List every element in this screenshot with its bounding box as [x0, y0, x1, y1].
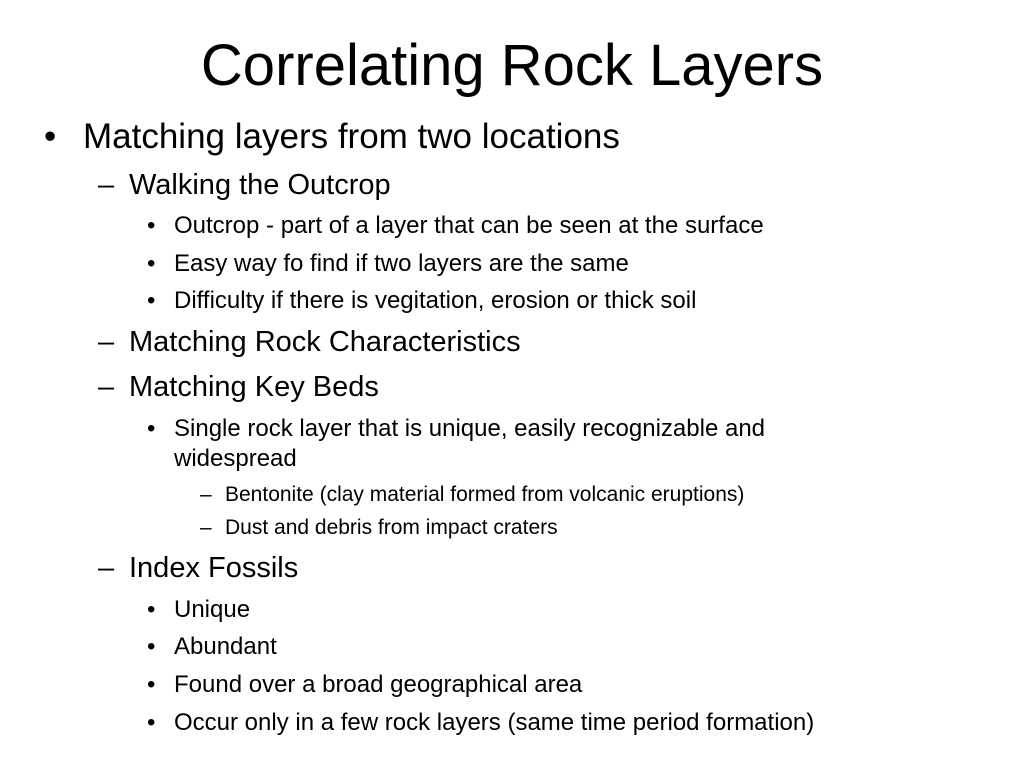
sub-item-text: Matching Key Beds [129, 371, 379, 403]
detail-text: Unique [174, 596, 251, 623]
dash-marker: – [98, 552, 115, 584]
sub-item-text: Walking the Outcrop [129, 169, 391, 201]
bullet-text: Matching layers from two locations [83, 117, 620, 156]
example-text: Bentonite (clay material formed from volcanic eruptions) [225, 483, 745, 506]
bullet-marker: • [147, 250, 156, 277]
bullet-marker: • [147, 596, 156, 623]
bullet-marker: • [147, 709, 156, 736]
bullet-marker: • [147, 415, 156, 442]
detail-text: Abundant [174, 633, 277, 660]
detail-text: Single rock layer that is unique, easily recognizable and widespread [174, 415, 766, 472]
dash-marker: – [98, 371, 115, 403]
detail-text: Occur only in a few rock layers (same time period formation) [174, 709, 815, 736]
dash-marker: – [98, 169, 115, 201]
detail-text: Outcrop - part of a layer that can be seen at the surface [174, 212, 764, 239]
dash-marker: – [98, 326, 115, 358]
bullet-marker: • [147, 671, 156, 698]
sub-item-text: Matching Rock Characteristics [129, 326, 521, 358]
bullet-marker: • [44, 117, 57, 156]
bullet-marker: • [147, 633, 156, 660]
detail-text: Difficulty if there is vegitation, erosion or thick soil [174, 287, 697, 314]
example-text: Dust and debris from impact craters [225, 516, 558, 539]
dash-marker: – [200, 516, 212, 539]
detail-text: Easy way fo find if two layers are the same [174, 250, 629, 277]
dash-marker: – [200, 483, 212, 506]
sub-item-text: Index Fossils [129, 552, 299, 584]
detail-text: Found over a broad geographical area [174, 671, 583, 698]
bullet-marker: • [147, 287, 156, 314]
slide-title: Correlating Rock Layers [200, 33, 824, 98]
bullet-marker: • [147, 212, 156, 239]
